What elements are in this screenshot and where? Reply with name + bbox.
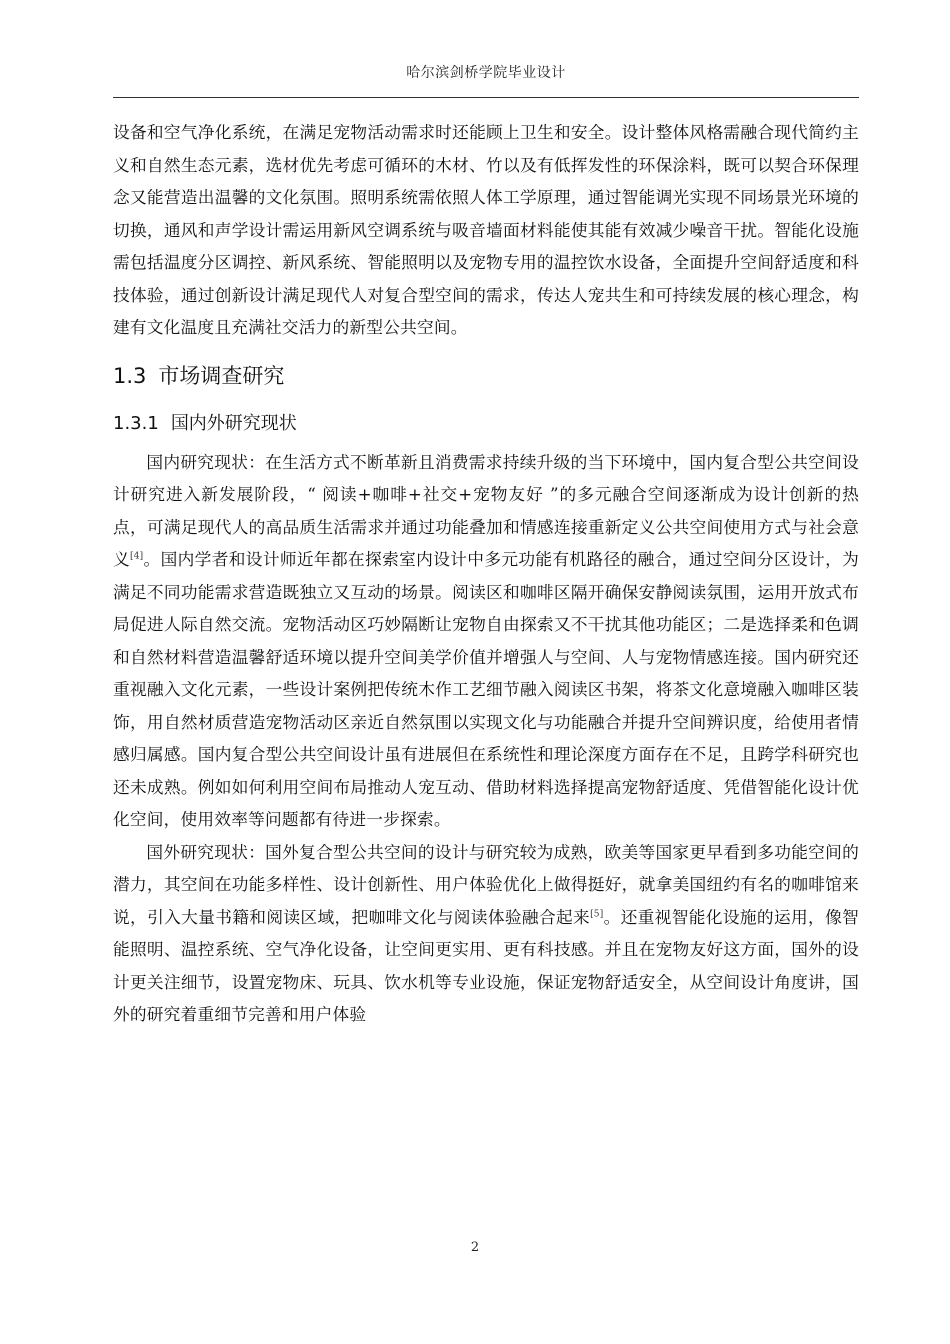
subsection-title: 国内外研究现状 (170, 412, 297, 434)
body-content (113, 116, 859, 1031)
subsection-number: 1.3.1 (113, 412, 159, 434)
domestic-text-part2: 。国内学者和设计师近年都在探索室内设计中多元功能有机路径的融合，通过空间分区设计，为满足不同功能需求营造既独立又互动的场景。阅读区和咖啡区隔开确保安静阅读氛围，运用开放式布局促进人际自然交流。宠物活动区巧妙隔断让宠物自由探索又不干扰其他功能区；二是选择柔和色调和自然材料营造温馨舒适环境以提升空间美学价值并增强人与空间、人与宠物情感连接。国内研究还重视融入文化元素，一些设计案例把传统木作工艺细节融入阅读区书架，将茶文化意境融入咖啡区装饰，用自然材质营造宠物活动区亲近自然氛围以实现文化与功能融合并提升空间辨识度，给使用者情感归属感。国内复合型公共空间设计虽有进展但在系统性和理论深度方面存在不足，且跨学科研究也还未成熟。例如如何利用空间布局推动人宠互动、借助材料选择提高宠物舒适度、凭借智能化设计优化空间，使用效率等问题都有待进一步探索。 (113, 549, 859, 829)
header-divider (113, 97, 859, 98)
foreign-text-part2: 。还重视智能化设施的运用，像智能照明、温控系统、空气净化设备，让空间更实用、更有科技感。并且在宠物友好这方面，国外的设计更关注细节，设置宠物床、玩具、饮水机等专业设施，保证宠物舒适安全，从空间设计角度讲，国外的研究着重细节完善和用户体验 (113, 906, 859, 1024)
paragraph-continued: 设备和空气净化系统，在满足宠物活动需求时还能顾上卫生和安全。设计整体风格需融合现代简约主义和自然生态元素，选材优先考虑可循环的木材、竹以及有低挥发性的环保涂料，既可以契合环保理念又能营造出温馨的文化氛围。照明系统需依照人体工学原理，通过智能调光实现不同场景光环境的切换，通风和声学设计需运用新风空调系统与吸音墙面材料能使其能有效减少噪音干扰。智能化设施需包括温度分区调控、新风系统、智能照明以及宠物专用的温控饮水设备，全面提升空间舒适度和科技体验，通过创新设计满足现代人对复合型空间的需求，传达人宠共生和可持续发展的核心理念，构建有文化温度且充满社交活力的新型公共空间。 (113, 122, 859, 337)
section-number: 1.3 (113, 363, 147, 388)
subsection-heading-1-3-1 (113, 402, 859, 446)
section-heading-1-3 (113, 354, 859, 398)
foreign-text-part1: 国外研究现状：国外复合型公共空间的设计与研究较为成熟，欧美等国家更早看到多功能空间的潜力，其空间在功能多样性、设计创新性、用户体验优化上做得挺好，就拿美国纽约有名的咖啡馆来说，引入大量书籍和阅读区域，把咖啡文化与阅读体验融合起来 (113, 841, 859, 927)
citation-4[interactable]: [4] (130, 551, 144, 562)
section-title: 市场调查研究 (158, 363, 285, 388)
domestic-text-part1: 国内研究现状：在生活方式不断革新且消费需求持续升级的当下环境中，国内复合型公共空间设计研究进入新发展阶段，“ 阅读+咖啡+社交+宠物友好 ”的多元融合空间逐渐成为设计创新的热点，可满足现代人的高品质生活需求并通过功能叠加和情感连接重新定义公共空间使用方式与社会意义 (113, 451, 859, 569)
paragraph-foreign-research (113, 836, 859, 1031)
page-header: 哈尔滨剑桥学院毕业设计 (406, 65, 566, 81)
page-number: 2 (470, 1240, 480, 1255)
citation-5[interactable]: [5] (590, 908, 604, 919)
paragraph-domestic-research (113, 446, 859, 836)
